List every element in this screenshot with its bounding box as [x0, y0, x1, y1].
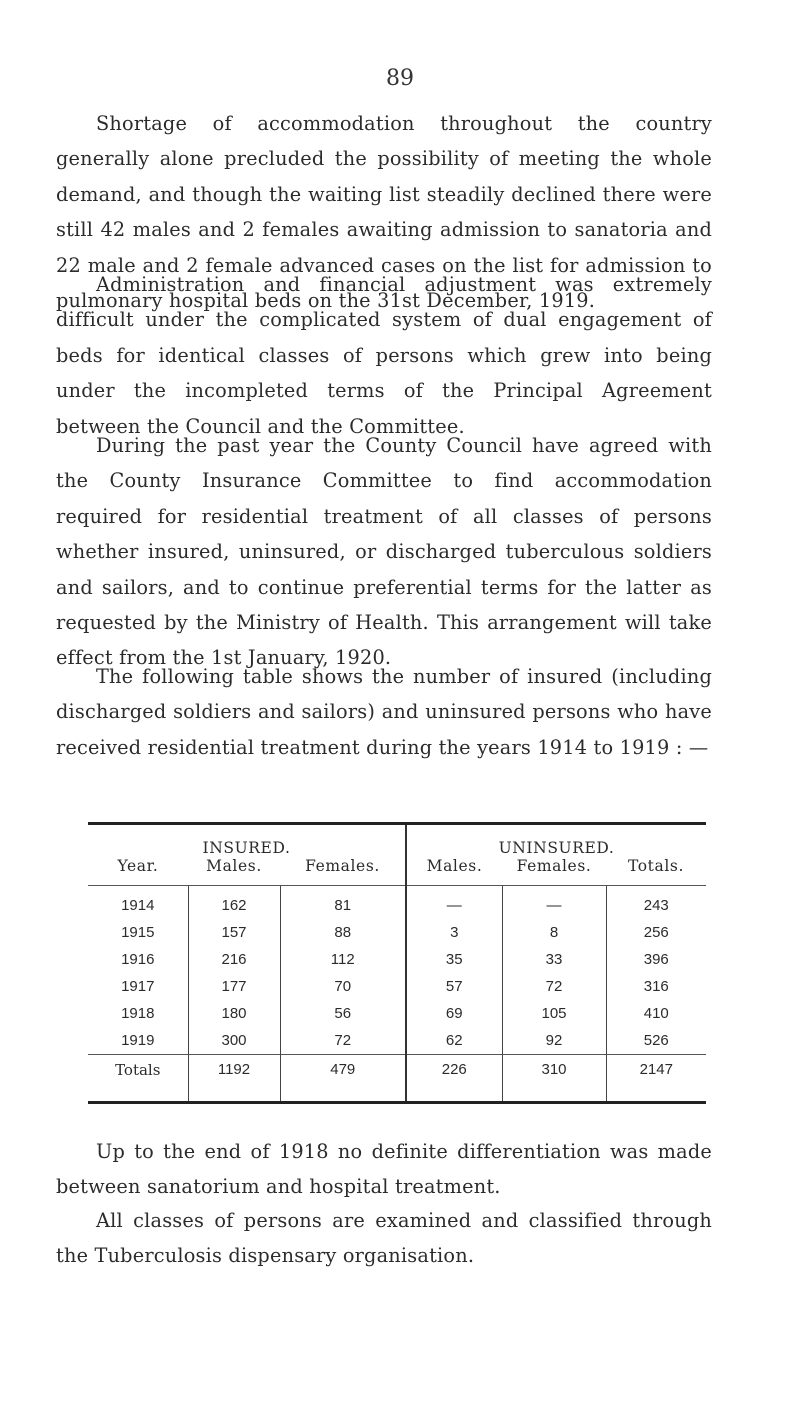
table-row — [88, 886, 706, 920]
cell-total: 316 — [606, 973, 706, 1000]
cell-insured-males: 157 — [188, 919, 280, 946]
totals-row — [88, 1055, 706, 1102]
cell-uninsured-females: 72 — [502, 973, 606, 1000]
cell-insured-females: 70 — [280, 973, 406, 1000]
cell-insured-males: 300 — [188, 1027, 280, 1055]
cell-uninsured-males: 57 — [406, 973, 502, 1000]
col-header-uninsured-females: Females. — [502, 857, 606, 886]
cell-insured-males: 216 — [188, 946, 280, 973]
total-insured-males: 1192 — [188, 1055, 280, 1102]
cell-year: 1919 — [121, 1032, 155, 1049]
table-row — [88, 946, 706, 973]
cell-uninsured-females: 92 — [502, 1027, 606, 1055]
col-header-insured-males: Males. — [188, 857, 280, 886]
cell-year: 1917 — [121, 978, 155, 995]
cell-uninsured-females: — — [502, 886, 606, 920]
cell-total: 243 — [606, 886, 706, 920]
cell-insured-females: 112 — [280, 946, 406, 973]
col-header-totals: Totals. — [606, 857, 706, 886]
cell-insured-females: 88 — [280, 919, 406, 946]
cell-insured-males: 177 — [188, 973, 280, 1000]
cell-total: 396 — [606, 946, 706, 973]
cell-total: 256 — [606, 919, 706, 946]
paragraph-administration: Administration and financial adjustment was extremely difficult under the complicated system of dual engagement of beds for identical classes of persons which grew into being under the incompleted terms of the Principal Agreement between the Council and the Committee. — [56, 273, 712, 438]
total-uninsured-males: 226 — [406, 1055, 502, 1102]
treatment-table — [88, 822, 706, 1104]
insured-group-header: INSURED. — [202, 839, 291, 857]
cell-insured-males: 180 — [188, 1000, 280, 1027]
col-header-year: Year. — [88, 857, 188, 886]
table-row — [88, 1027, 706, 1055]
page-number: 89 — [386, 66, 414, 91]
grand-total: 2147 — [606, 1055, 706, 1102]
cell-year: 1914 — [121, 897, 155, 914]
cell-total: 526 — [606, 1027, 706, 1055]
cell-uninsured-females: 105 — [502, 1000, 606, 1027]
paragraph-table-intro: The following table shows the number of insured (including discharged soldiers and sailors) and uninsured persons who have received residential treatment during the years 1914 to 1919 : — — [56, 665, 712, 759]
table-row — [88, 973, 706, 1000]
cell-uninsured-males: 35 — [406, 946, 502, 973]
paragraph-accommodation-shortage: Shortage of accommodation throughout the country generally alone precluded the possibility of meeting the whole demand, and though the waiting list steadily declined there were still 42 males and 2 females awaiting admission to sanatoria and 22 male and 2 female advanced cases on the list for admission to pulmonary hospital beds on the 31st December, 1919. — [56, 112, 712, 313]
paragraph-differentiation: Up to the end of 1918 no definite differentiation was made between sanatorium and hospital treatment. — [56, 1140, 712, 1199]
cell-total: 410 — [606, 1000, 706, 1027]
total-insured-females: 479 — [280, 1055, 406, 1102]
cell-uninsured-females: 8 — [502, 919, 606, 946]
table-row — [88, 1000, 706, 1027]
table-row — [88, 919, 706, 946]
col-header-insured-females: Females. — [280, 857, 406, 886]
cell-uninsured-males: — — [406, 886, 502, 920]
cell-uninsured-males: 62 — [406, 1027, 502, 1055]
cell-uninsured-males: 69 — [406, 1000, 502, 1027]
cell-uninsured-males: 3 — [406, 919, 502, 946]
cell-insured-females: 81 — [280, 886, 406, 920]
cell-insured-males: 162 — [188, 886, 280, 920]
cell-uninsured-females: 33 — [502, 946, 606, 973]
cell-insured-females: 56 — [280, 1000, 406, 1027]
totals-label: Totals — [88, 1055, 188, 1102]
total-uninsured-females: 310 — [502, 1055, 606, 1102]
cell-year: 1916 — [121, 951, 155, 968]
paragraph-classification: All classes of persons are examined and classified through the Tuberculosis dispensary organisation. — [56, 1209, 712, 1268]
paragraph-county-agreement: During the past year the County Council have agreed with the County Insurance Committee to find accommodation required for residential treatment of all classes of persons whether insured, uninsured, or discharged tuberculous soldiers and sailors, and to continue preferential terms for the latter as requested by the Ministry of Health. This arrangement will take effect from the 1st January, 1920. — [56, 434, 712, 670]
uninsured-group-header: UNINSURED. — [406, 825, 706, 857]
col-header-uninsured-males: Males. — [406, 857, 502, 886]
cell-year: 1918 — [121, 1005, 155, 1022]
cell-year: 1915 — [121, 924, 155, 941]
cell-insured-females: 72 — [280, 1027, 406, 1055]
